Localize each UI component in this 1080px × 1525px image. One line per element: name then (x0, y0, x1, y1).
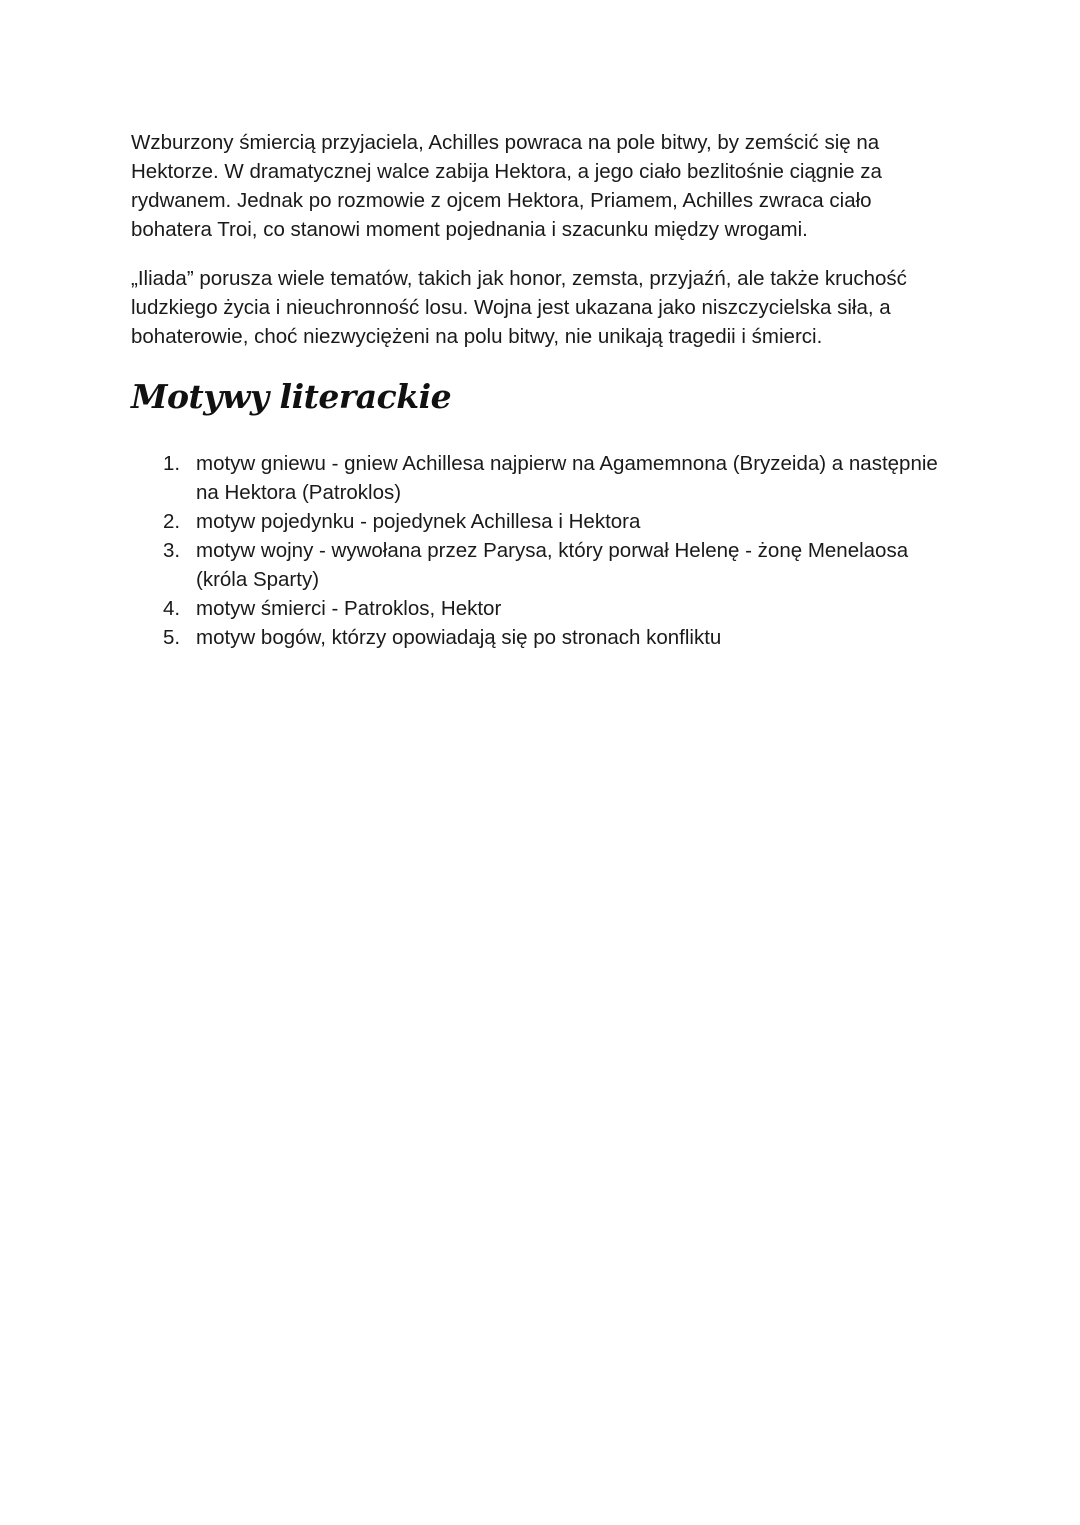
paragraph-iliad-themes: „Iliada” porusza wiele tematów, takich jak honor, zemsta, przyjaźń, ale także kruchość ludzkiego życia i nieuchronność losu. Wojna jest ukazana jako niszczycielska siła, a bohaterowie, choć niezwyciężeni na polu bitwy, nie unikają tragedii i śmierci. (131, 267, 907, 348)
list-item-number: 5. (163, 626, 181, 649)
paragraph-achilles-revenge: Wzburzony śmiercią przyjaciela, Achilles powraca na pole bitwy, by zemścić się na Hektorze. W dramatycznej walce zabija Hektora, a jego ciało bezlitośnie ciągnie za rydwanem. Jednak po rozmowie z ojcem Hektora, Priamem, Achilles zwraca ciało bohatera Troi, co stanowi moment pojednania i szacunku między wrogami. (131, 131, 882, 241)
list-item-text: motyw wojny - wywołana przez Parysa, który porwał Helenę - żonę Menelaosa (króla Sparty) (196, 539, 909, 591)
list-item-text: motyw bogów, którzy opowiadają się po stronach konfliktu (196, 626, 722, 649)
motifs-list (131, 449, 951, 652)
section-heading-motifs: Motywy literackie (131, 377, 452, 416)
list-item (163, 449, 951, 507)
list-item (163, 507, 951, 536)
list-item-number: 4. (163, 597, 181, 620)
document-body (131, 128, 951, 652)
list-item (163, 594, 951, 623)
list-item-text: motyw gniewu - gniew Achillesa najpierw na Agamemnona (Bryzeida) a następnie na Hektora (Patroklos) (196, 452, 938, 504)
list-item (163, 623, 951, 652)
list-item-text: motyw śmierci - Patroklos, Hektor (196, 597, 502, 620)
list-item-number: 2. (163, 510, 181, 533)
list-item-number: 3. (163, 539, 181, 562)
list-item-number: 1. (163, 452, 181, 475)
list-item-text: motyw pojedynku - pojedynek Achillesa i Hektora (196, 510, 641, 533)
list-item (163, 536, 951, 594)
